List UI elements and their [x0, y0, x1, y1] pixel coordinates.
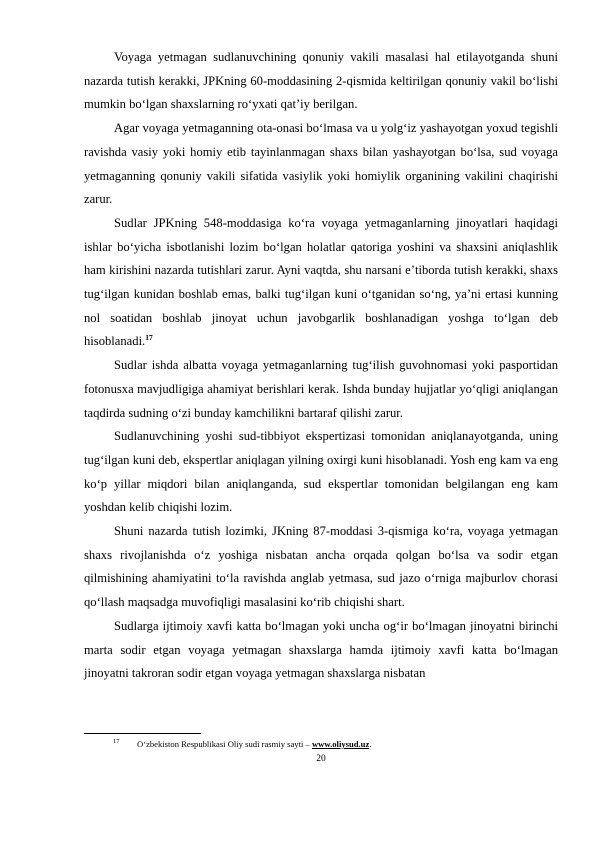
footnote-source: Oʻzbekiston Respublikasi Oliy sudi rasmiy sayti – [137, 739, 312, 749]
page-number: 20 [316, 754, 326, 764]
footnote-text [137, 739, 371, 749]
footnote-link[interactable]: www.oliysud.uz [311, 739, 370, 749]
footnote [113, 739, 371, 750]
document-body [84, 46, 558, 686]
paragraph-4: Sudlar ishda albatta voyaga yetmaganlarning tugʻilish guvohnomasi yoki pasportidan fotonusxa mavjudligiga ahamiyat berishlari kerak. Ishda bunday hujjatlar yoʻqligi aniqlangan taqdirda sudning oʻzi bunday kamchilikni bartaraf qilishi zarur. [84, 358, 558, 420]
footnote-mark: 17 [113, 738, 120, 745]
footnote-reference[interactable]: 17 [145, 333, 153, 343]
paragraph-3 [84, 212, 558, 354]
footnote-end: . [369, 739, 372, 749]
paragraph-6: Shuni nazarda tutish lozimki, JKning 87-moddasi 3-qismiga koʻra, voyaga yetmagan shaxs rivojlanishda oʻz yoshiga nisbatan ancha orqada qolgan boʻlsa va sodir etgan qilmishining ahamiyatini toʻla ravishda anglab yetmasa, sud jazo oʻrniga majburlov chorasi qoʻllash maqsadga muvofiqligi masalasini koʻrib chiqishi shart. [84, 524, 558, 610]
paragraph-5: Sudlanuvchining yoshi sud-tibbiyot ekspertizasi tomonidan aniqlanayotganda, uning tugʻilgan kuni deb, ekspertlar aniqlagan yilning oxirgi kuni hisoblanadi. Yosh eng kam va eng koʻp yillar miqdori bilan aniqlanganda, sud ekspertlar tomonidan belgilangan eng kam yoshdan kelib chiqishi lozim. [84, 429, 558, 515]
footnote-separator [84, 733, 201, 734]
paragraph-2: Agar voyaga yetmaganning ota-onasi boʻlmasa va u yolgʻiz yashayotgan yoxud tegishli ravishda vasiy yoki homiy etib tayinlanmagan shaxs bilan yashayotgan boʻlsa, sud voyaga yetmaganning qonuniy vakili sifatida vasiylik yoki homiylik organining vakilini chaqirishi zarur. [84, 121, 558, 207]
paragraph-3-text: Sudlar JPKning 548-moddasiga koʻra voyaga yetmaganlarning jinoyatlari haqidagi ishlar boʻyicha isbotlanishi lozim boʻlgan holatlar qatoriga yoshini va shaxsini aniqlashlik ham kirishini nazarda tutishlari zarur. Ayni vaqtda, shu narsani eʼtiborda tutish kerakki, shaxs tugʻilgan kunidan boshlab emas, balki tugʻilgan kuni oʻtganidan soʻng, yaʼni ertasi kunning nol soatidan boshlab jinoyat uchun javobgarlik boshlanadigan yoshga toʻlgan deb hisoblanadi. [84, 215, 558, 349]
paragraph-1: Voyaga yetmagan sudlanuvchining qonuniy vakili masalasi hal etilayotganda shuni nazarda tutish kerakki, JPKning 60-moddasining 2-qismida keltirilgan qonuniy vakil boʻlishi mumkin boʻlgan shaxslarning roʻyxati qatʼiy berilgan. [84, 50, 558, 112]
paragraph-7: Sudlarga ijtimoiy xavfi katta boʻlmagan yoki uncha ogʻir boʻlmagan jinoyatni birinchi marta sodir etgan voyaga yetmagan shaxslarga hamda ijtimoiy xavfi katta boʻlmagan jinoyatni takroran sodir etgan voyaga yetmagan shaxslarga nisbatan [84, 618, 558, 681]
